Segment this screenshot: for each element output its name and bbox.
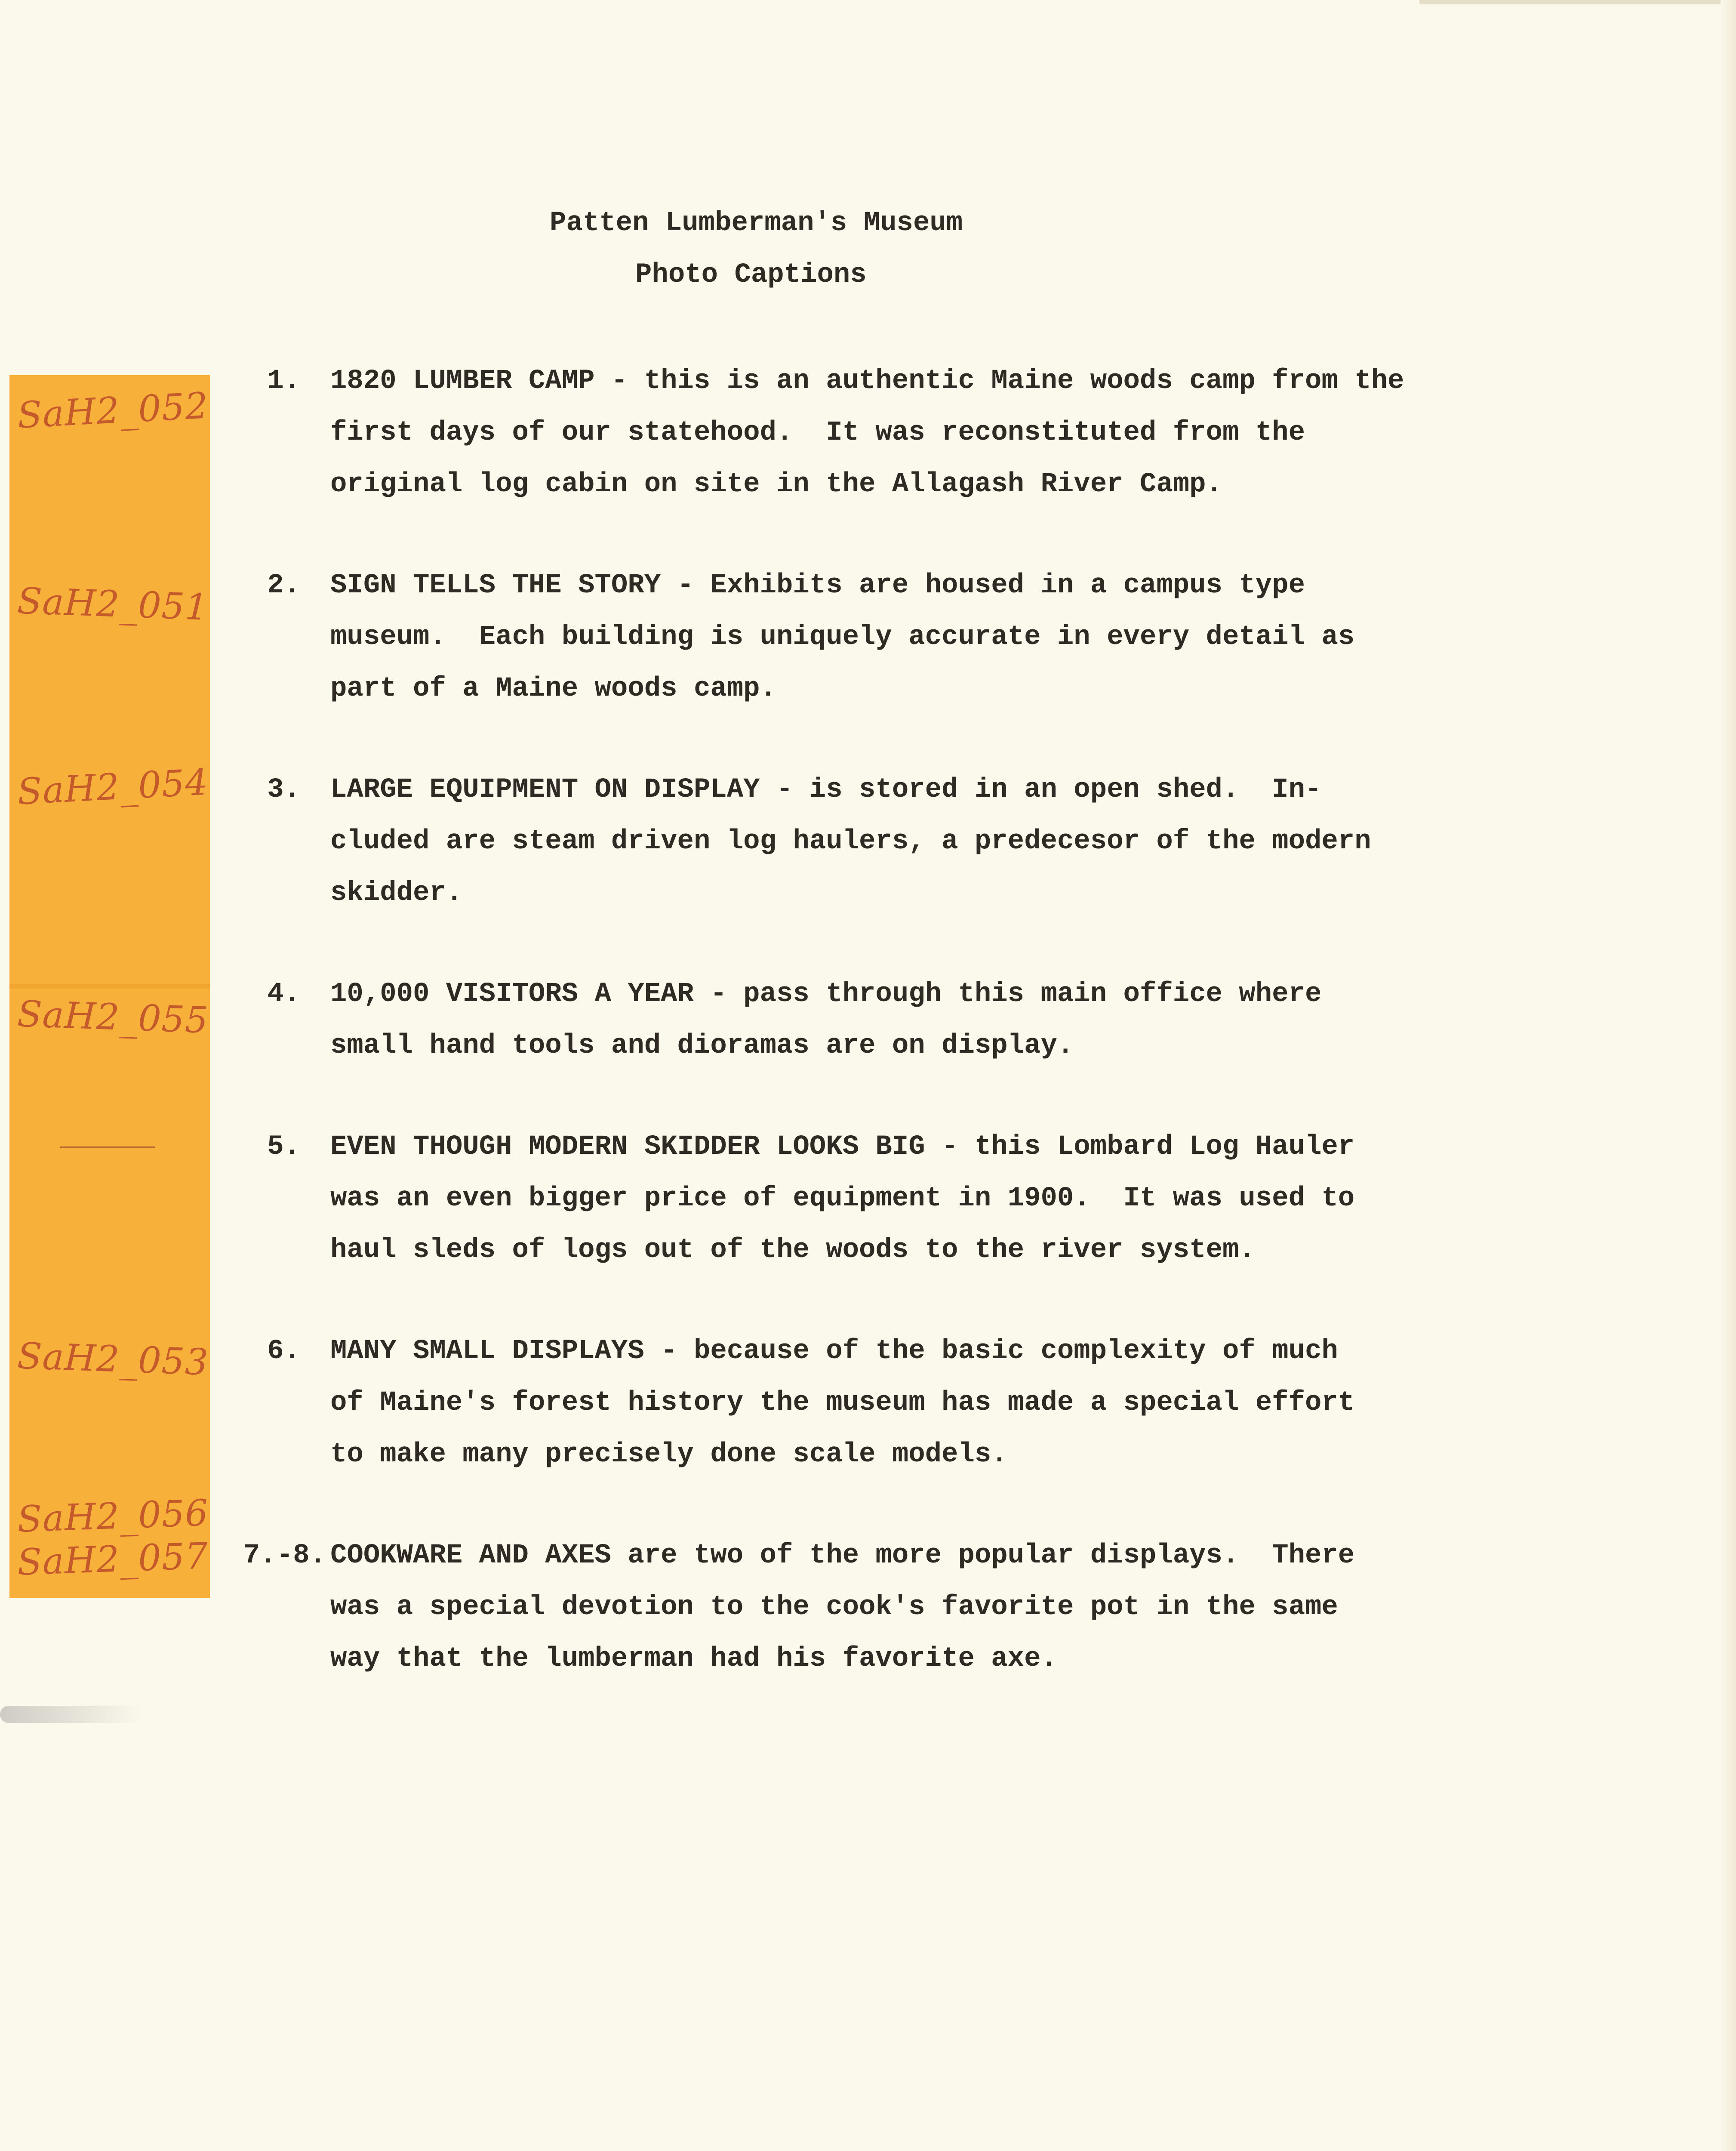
handwritten-label-053: SaH2_053 [16,1334,209,1384]
handwritten-label-052: SaH2_052 [16,384,209,437]
caption-line: was an even bigger price of equipment in 1900. It was used to [330,1183,1355,1214]
paper-smudge [0,1706,142,1723]
item-number: 7.-8. [243,1540,326,1571]
handwritten-label-051: SaH2_051 [16,579,209,629]
caption-line: of Maine's forest history the museum has made a special effort [330,1387,1355,1418]
caption-line: to make many precisely done scale models. [330,1439,1008,1470]
handwritten-dash [60,1146,155,1148]
caption-line: small hand tools and dioramas are on display. [330,1030,1074,1061]
caption-line: original log cabin on site in the Allagash River Camp. [330,469,1222,500]
caption-line: haul sleds of logs out of the woods to the river system. [330,1235,1256,1266]
caption-line: was a special devotion to the cook's favorite pot in the same [330,1592,1338,1623]
item-number: 3. [267,774,300,805]
item-number: 4. [267,979,300,1010]
handwritten-label-054: SaH2_054 [16,761,209,813]
caption-line: part of a Maine woods camp. [330,673,776,704]
caption-line: SIGN TELLS THE STORY - Exhibits are housed in a campus type [330,570,1305,601]
caption-line: COOKWARE AND AXES are two of the more popular displays. There [330,1540,1355,1571]
caption-line: EVEN THOUGH MODERN SKIDDER LOOKS BIG - this Lombard Log Hauler [330,1131,1355,1162]
handwritten-label-057: SaH2_057 [16,1535,209,1584]
caption-line: MANY SMALL DISPLAYS - because of the basic complexity of much [330,1336,1338,1367]
handwritten-label-055: SaH2_055 [16,992,209,1042]
caption-line: 10,000 VISITORS A YEAR - pass through this main office where [330,979,1322,1010]
caption-line: museum. Each building is uniquely accurate in every detail as [330,622,1355,653]
document-title: Patten Lumberman's Museum [550,208,963,239]
caption-line: first days of our statehood. It was reconstituted from the [330,417,1305,448]
item-number: 2. [267,570,300,601]
item-number: 5. [267,1131,300,1162]
document-subtitle: Photo Captions [635,259,867,290]
handwritten-label-056: SaH2_056 [16,1492,209,1541]
page-top-edge [1419,0,1736,4]
caption-line: cluded are steam driven log haulers, a predecesor of the modern [330,826,1371,857]
caption-line: skidder. [330,878,463,909]
page-right-edge [1721,0,1736,2151]
item-number: 1. [267,366,300,397]
caption-line: way that the lumberman had his favorite axe. [330,1643,1057,1674]
item-number: 6. [267,1336,300,1367]
caption-line: LARGE EQUIPMENT ON DISPLAY - is stored in an open shed. In- [330,774,1322,805]
caption-line: 1820 LUMBER CAMP - this is an authentic Maine woods camp from the [330,366,1404,397]
